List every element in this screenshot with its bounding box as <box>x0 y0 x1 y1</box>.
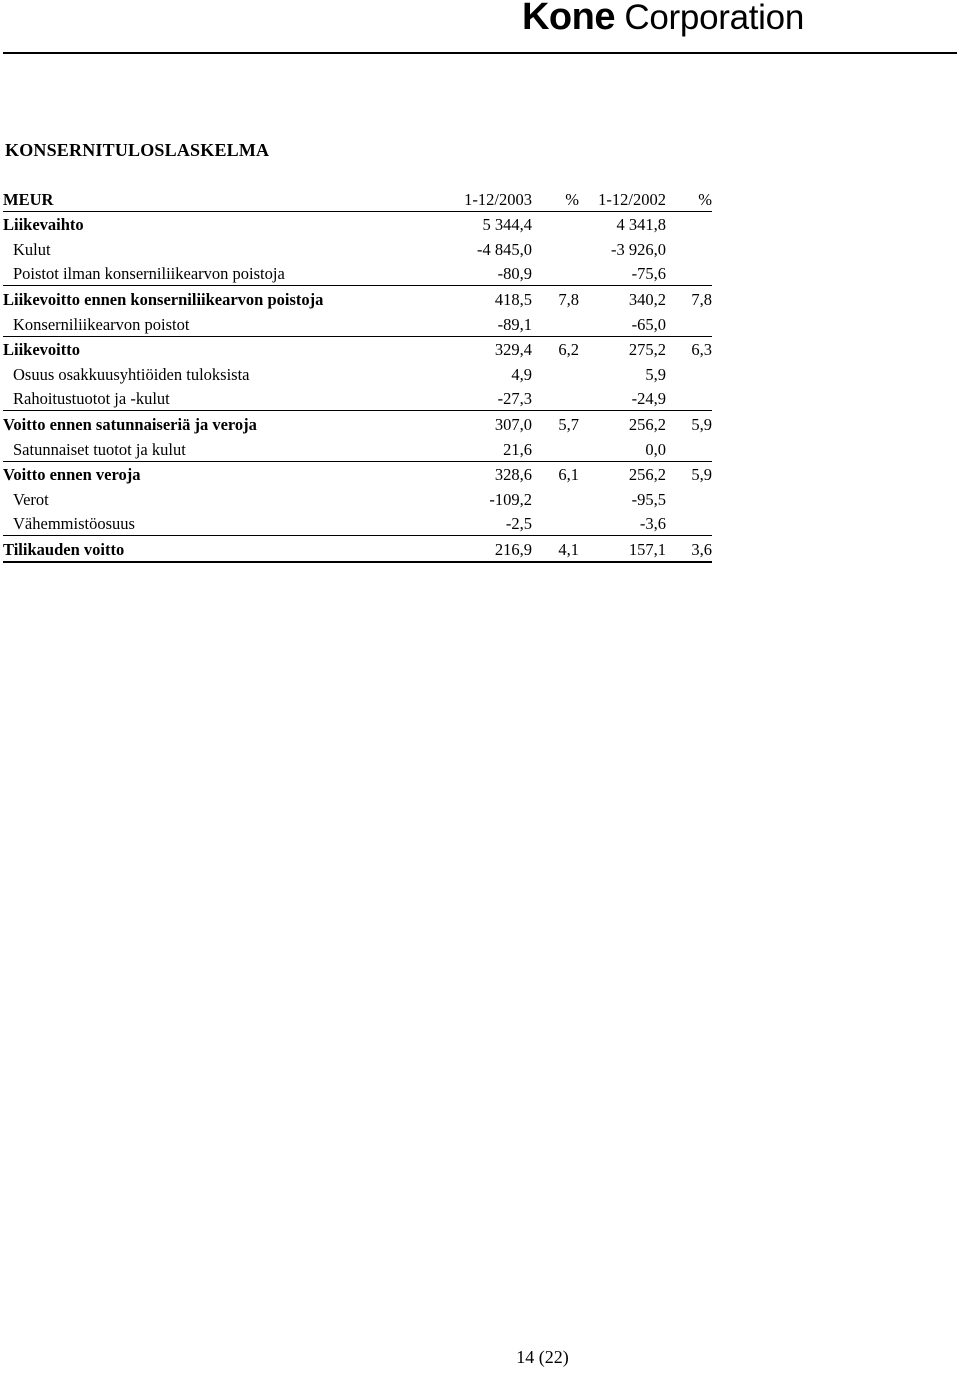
percent-2002: 5,9 <box>666 411 712 436</box>
percent-2003 <box>532 486 579 511</box>
row-label: Poistot ilman konserniliikearvon poistoja <box>13 264 285 284</box>
row-label: Vähemmistöosuus <box>13 514 135 534</box>
value-2002: 0,0 <box>645 439 666 459</box>
value-2002: -3,6 <box>639 514 666 534</box>
value-2002: 4 341,8 <box>616 215 666 235</box>
percent-2002 <box>666 486 712 511</box>
column-header-label: MEUR <box>3 189 54 209</box>
percent-2002 <box>666 311 712 336</box>
value-2003: 21,6 <box>503 439 532 459</box>
percent-2002: 5,9 <box>666 461 712 486</box>
table-row <box>3 311 712 336</box>
value-2003: -109,2 <box>489 489 532 509</box>
percent-2003 <box>532 236 579 261</box>
column-header-period-2003: 1-12/2003 <box>464 189 532 209</box>
value-2002: -65,0 <box>631 314 666 334</box>
value-2003: 307,0 <box>448 411 532 436</box>
row-label: Liikevoitto ennen konserniliikearvon poistoja <box>3 286 448 311</box>
percent-2002 <box>666 386 712 411</box>
row-label: Liikevoitto <box>3 336 448 361</box>
logo-corporation-text: Corporation <box>624 0 804 37</box>
table-row <box>3 536 712 562</box>
value-2002: 340,2 <box>579 286 666 311</box>
table-row <box>3 486 712 511</box>
percent-2002: 6,3 <box>666 336 712 361</box>
logo-brand-text: Kone <box>521 0 615 38</box>
value-2003: 4,9 <box>511 364 532 384</box>
percent-2003 <box>532 361 579 386</box>
percent-2003: 5,7 <box>532 411 579 436</box>
row-label: Verot <box>13 489 49 509</box>
table-header-row <box>3 186 712 211</box>
row-label: Voitto ennen veroja <box>3 461 448 486</box>
table-row <box>3 461 712 486</box>
percent-2002 <box>666 236 712 261</box>
value-2002: -75,6 <box>631 264 666 284</box>
percent-2003 <box>532 311 579 336</box>
table-row <box>3 436 712 461</box>
column-header-period-2002: 1-12/2002 <box>598 189 666 209</box>
percent-2003 <box>532 511 579 536</box>
page-title: KONSERNITULOSLASKELMA <box>5 140 270 160</box>
value-2002: 5,9 <box>645 364 666 384</box>
percent-2002 <box>666 361 712 386</box>
value-2003: 418,5 <box>448 286 532 311</box>
value-2002: 157,1 <box>579 536 666 562</box>
row-label: Konserniliikearvon poistot <box>13 314 190 334</box>
company-logo <box>522 0 804 39</box>
page-number: 14 (22) <box>516 1347 569 1367</box>
row-label: Osuus osakkuusyhtiöiden tuloksista <box>13 364 250 384</box>
percent-2002: 3,6 <box>666 536 712 562</box>
value-2003: -80,9 <box>497 264 532 284</box>
table-row <box>3 236 712 261</box>
table-row <box>3 511 712 536</box>
percent-2003 <box>532 436 579 461</box>
value-2003: 328,6 <box>448 461 532 486</box>
row-label: Liikevaihto <box>3 215 84 235</box>
value-2002: -3 926,0 <box>611 239 666 259</box>
row-label: Kulut <box>13 239 51 259</box>
value-2003: -27,3 <box>497 389 532 409</box>
table-row <box>3 211 712 236</box>
income-statement-table <box>3 186 712 563</box>
table-row <box>3 361 712 386</box>
value-2002: 256,2 <box>579 411 666 436</box>
column-header-percent-2003: % <box>565 189 579 209</box>
value-2003: -4 845,0 <box>477 239 532 259</box>
value-2002: -95,5 <box>631 489 666 509</box>
percent-2002 <box>666 261 712 286</box>
row-label: Tilikauden voitto <box>3 536 448 562</box>
percent-2003 <box>532 211 579 236</box>
value-2003: 216,9 <box>448 536 532 562</box>
value-2003: -89,1 <box>497 314 532 334</box>
table-row <box>3 386 712 411</box>
table-row <box>3 261 712 286</box>
percent-2003: 7,8 <box>532 286 579 311</box>
percent-2002 <box>666 436 712 461</box>
value-2002: 275,2 <box>579 336 666 361</box>
value-2003: 5 344,4 <box>482 215 532 235</box>
row-label: Voitto ennen satunnaiseriä ja veroja <box>3 411 448 436</box>
column-header-percent-2002: % <box>698 189 712 209</box>
percent-2003: 4,1 <box>532 536 579 562</box>
header-divider <box>3 52 957 54</box>
percent-2002: 7,8 <box>666 286 712 311</box>
percent-2002 <box>666 211 712 236</box>
percent-2002 <box>666 511 712 536</box>
table-row <box>3 336 712 361</box>
value-2003: -2,5 <box>505 514 532 534</box>
row-label: Rahoitustuotot ja -kulut <box>13 389 170 409</box>
value-2003: 329,4 <box>448 336 532 361</box>
percent-2003 <box>532 386 579 411</box>
value-2002: 256,2 <box>579 461 666 486</box>
table-row <box>3 286 712 311</box>
value-2002: -24,9 <box>631 389 666 409</box>
table-row <box>3 411 712 436</box>
percent-2003: 6,2 <box>532 336 579 361</box>
percent-2003: 6,1 <box>532 461 579 486</box>
row-label: Satunnaiset tuotot ja kulut <box>13 439 186 459</box>
percent-2003 <box>532 261 579 286</box>
